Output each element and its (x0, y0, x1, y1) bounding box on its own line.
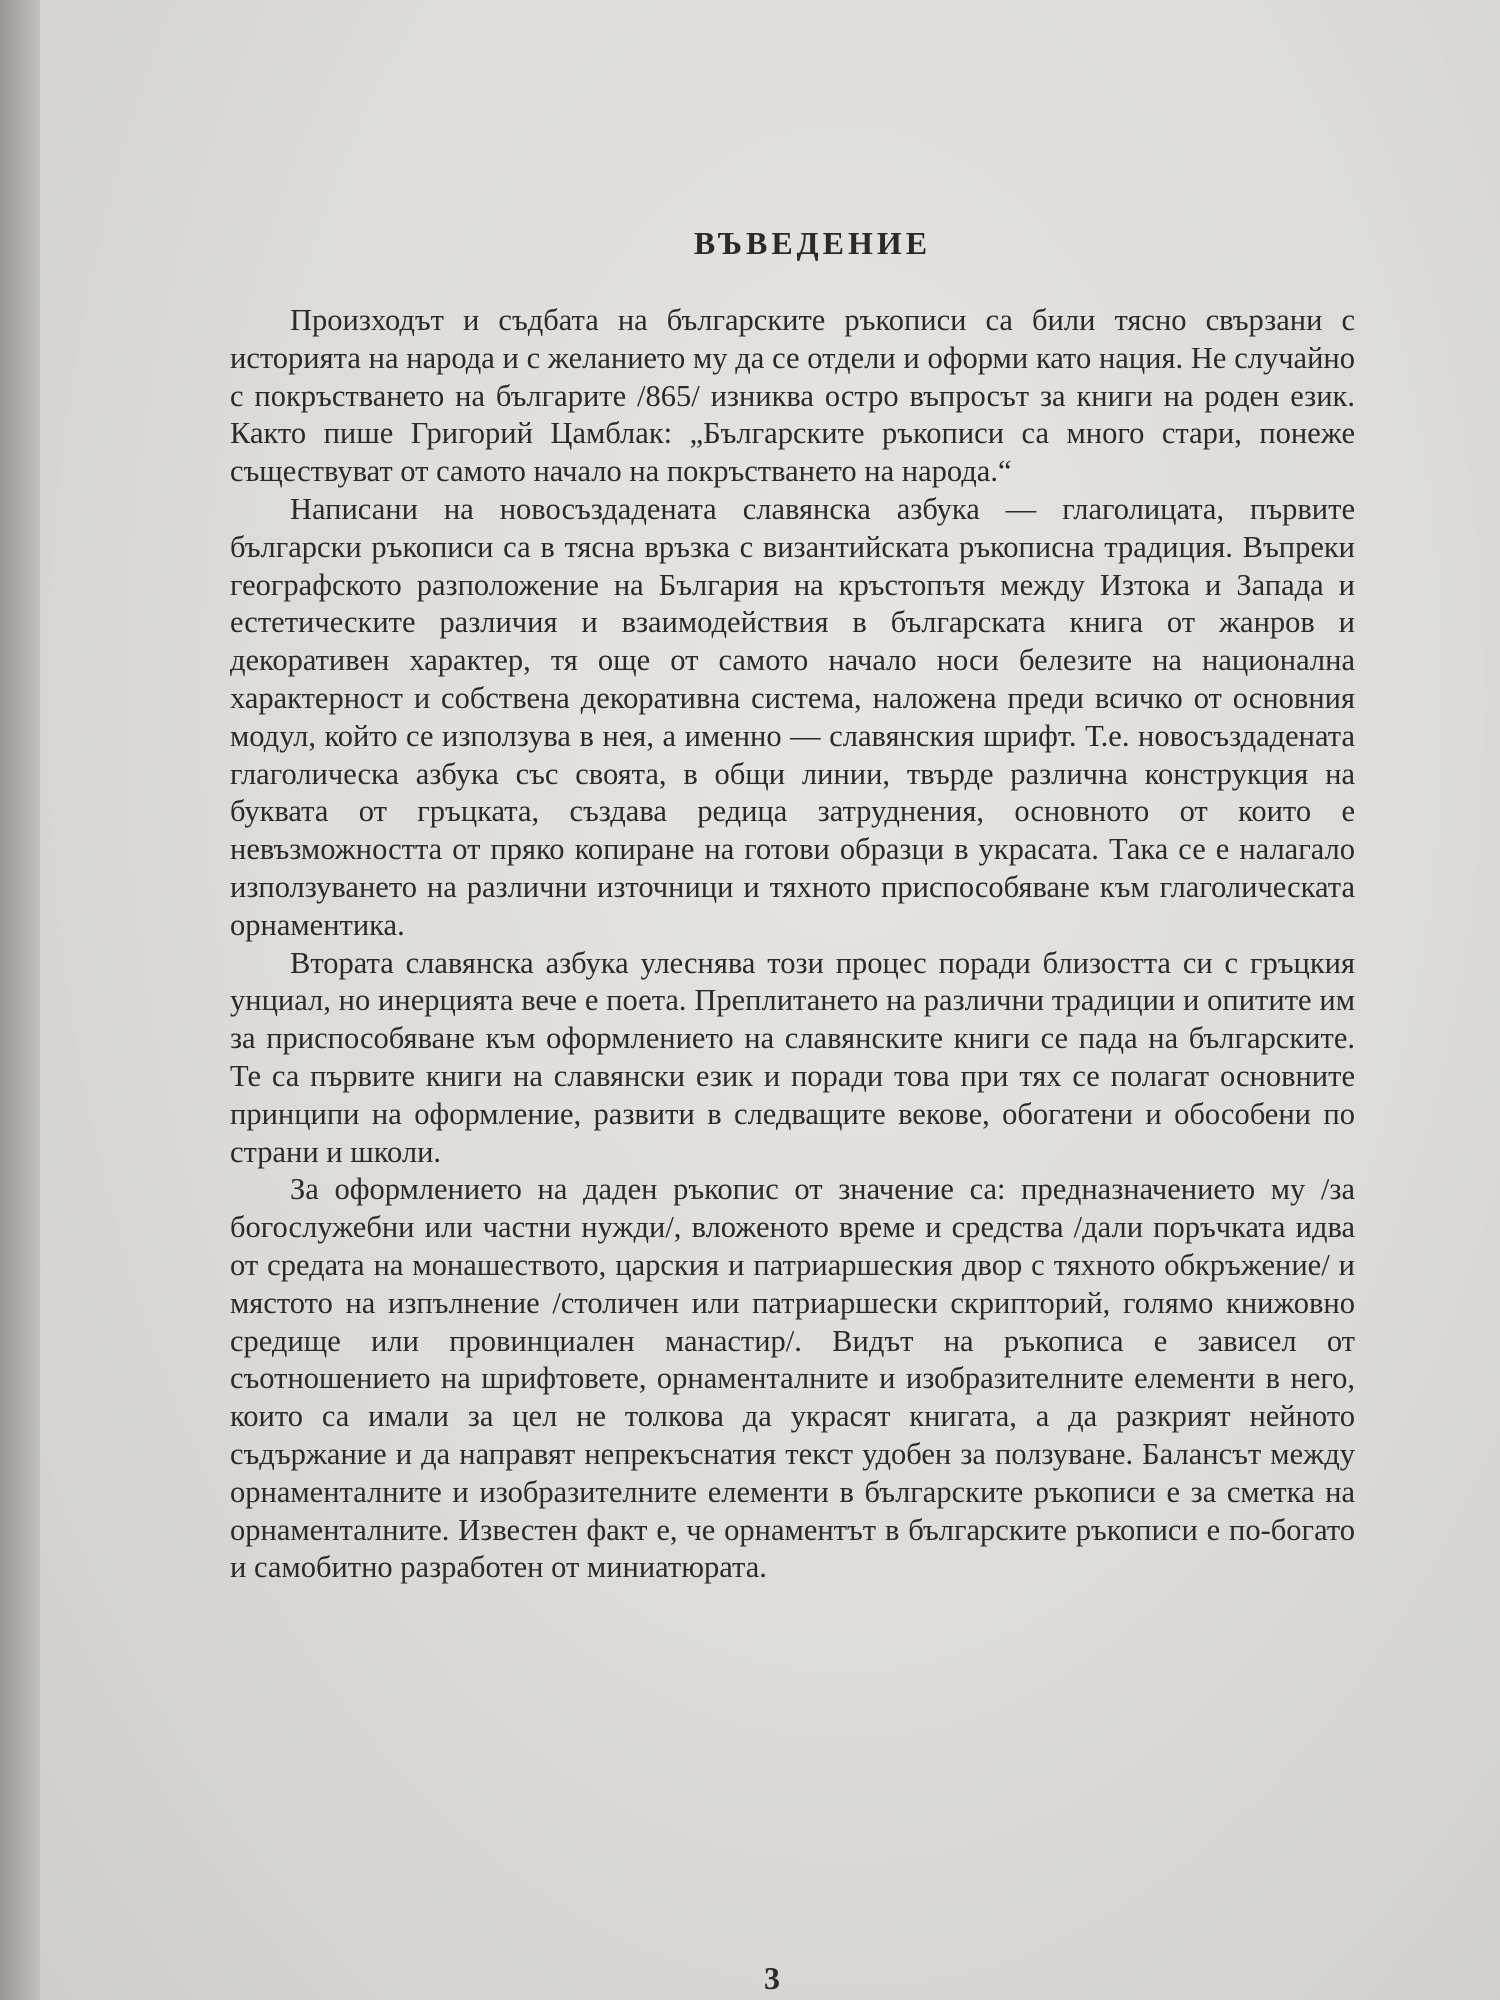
page-number-text: 3 (764, 1960, 780, 1996)
chapter-title: ВЪВЕДЕНИЕ (693, 225, 932, 261)
paragraph-4: За оформлението на даден ръкопис от значение са: предназначението му /за богослужебни или частни нужди/, вложеното време и средства /дали поръчката идва от средата на монашеството, царския и патриаршеския двор с тяхното обкръжение/ и мястото на изпълнение /столичен или патриаршески скрипторий, голямо книжовно средище или провинциален манастир/. Видът на ръкописа е зависел от съотношението на шрифтовете, орнаменталните и изобразителните елементи в него, които са имали за цел не толкова да украсят книгата, а да разкрият нейното съдържание и да направят непрекъснатия текст удобен за ползуване. Балансът между орнаменталните и изобразителните елементи в българските ръкописи е за сметка на орнаменталните. Известен факт е, че орнаментът в българските ръкописи е по-богато и самобитно разработен от миниатюрата. (230, 1172, 1355, 1585)
paragraph-2: Написани на новосъздадената славянска азбука — глаголицата, първите български ръкописи са в тясна връзка с византийската ръкописна традиция. Въпреки географското разположение на България на кръстопътя между Изтока и Запада и естетическите различия и взаимодействия в българската книга от жанров и декоративен характер, тя още от самото начало носи белезите на национална характерност и собствена декоративна система, наложена преди всичко от основния модул, който се използува в нея, а именно — славянския шрифт. Т.е. новосъздадената глаголическа азбука със своята, в общи линии, твърде различна конструкция на буквата от гръцката, създава редица затруднения, основното от които е невъзможността от пряко копиране на готови образци в украсата. Така се е налагало използуването на различни източници и тяхното приспособяване към глаголическата орнаментика. (230, 491, 1355, 942)
paragraph-3: Втората славянска азбука улеснява този процес поради близостта си с гръцкия унциал, но инерцията вече е поета. Преплитането на различни традиции и опитите им за приспособяване към оформлението на славянските книги се пада на българските. Те са първите книги на славянски език и поради това при тях се полагат основните принципи на оформление, развити в следващите векове, обогатени и обособени по страни и школи. (230, 945, 1355, 1169)
page-content (230, 225, 1355, 1587)
paragraph-1: Произходът и съдбата на българските ръкописи са били тясно свързани с историята на народа и с желанието му да се отдели и оформи като нация. Не случайно с покръстването на българите /865/ изниква остро въпросът за книги на роден език. Както пише Григорий Цамблак: „Българските ръкописи са много стари, понеже съществуват от самото начало на покръстването на народа.“ (230, 303, 1355, 489)
page-number (40, 1960, 1500, 1997)
book-page (40, 0, 1500, 2000)
page-edge-shadow (0, 0, 40, 2000)
